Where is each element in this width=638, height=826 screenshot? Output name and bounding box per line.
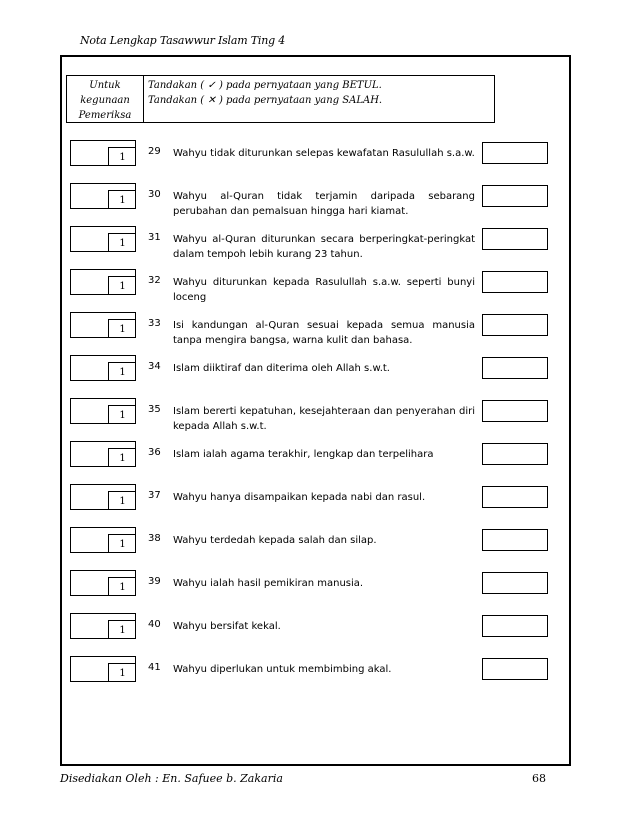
- examiner-mark-box: [70, 441, 136, 467]
- examiner-mark-box: [70, 312, 136, 338]
- examiner-mark-box: [70, 484, 136, 510]
- question-row: [0, 183, 638, 223]
- examiner-mark-box: [70, 656, 136, 682]
- examiner-mark-box: [70, 527, 136, 553]
- examiner-label-line: kegunaan: [80, 95, 130, 106]
- examiner-mark-box: [70, 269, 136, 295]
- question-number: 41: [148, 662, 161, 673]
- mark-value: 1: [108, 620, 136, 639]
- question-text: Wahyu bersifat kekal.: [173, 621, 281, 632]
- question-row: [0, 269, 638, 309]
- answer-box[interactable]: [482, 228, 548, 250]
- question-number: 39: [148, 576, 161, 587]
- question-row: [0, 656, 638, 696]
- mark-value: 1: [108, 190, 136, 209]
- question-text: Wahyu terdedah kepada salah dan silap.: [173, 535, 377, 546]
- question-text: Islam diiktiraf dan diterima oleh Allah s.w.t.: [173, 363, 390, 374]
- question-number: 40: [148, 619, 161, 630]
- instruction-true: Tandakan ( ✓ ) pada pernyataan yang BETUL.: [148, 80, 382, 91]
- examiner-label-line: Untuk: [89, 80, 121, 91]
- question-row: [0, 613, 638, 653]
- examiner-mark-box: [70, 613, 136, 639]
- question-number: 29: [148, 146, 161, 157]
- mark-value: 1: [108, 663, 136, 682]
- question-row: [0, 398, 638, 438]
- question-row: [0, 441, 638, 481]
- question-row: [0, 527, 638, 567]
- instruction-false: Tandakan ( ✕ ) pada pernyataan yang SALAH.: [148, 95, 383, 106]
- question-number: 38: [148, 533, 161, 544]
- footer-author: Disediakan Oleh : En. Safuee b. Zakaria: [60, 772, 283, 785]
- question-text: Wahyu tidak diturunkan selepas kewafatan Rasulullah s.a.w.: [173, 148, 475, 159]
- answer-box[interactable]: [482, 400, 548, 422]
- header-title: Nota Lengkap Tasawwur Islam Ting 4: [80, 34, 286, 47]
- mark-value: 1: [108, 276, 136, 295]
- examiner-mark-box: [70, 226, 136, 252]
- examiner-mark-box: [70, 140, 136, 166]
- mark-value: 1: [108, 233, 136, 252]
- question-row: [0, 140, 638, 180]
- examiner-mark-box: [70, 355, 136, 381]
- answer-box[interactable]: [482, 615, 548, 637]
- answer-box[interactable]: [482, 142, 548, 164]
- answer-box[interactable]: [482, 572, 548, 594]
- mark-value: 1: [108, 319, 136, 338]
- mark-value: 1: [108, 577, 136, 596]
- question-number: 35: [148, 404, 161, 415]
- question-row: [0, 355, 638, 395]
- answer-box[interactable]: [482, 658, 548, 680]
- examiner-label-line: Pemeriksa: [78, 110, 132, 121]
- question-number: 33: [148, 318, 161, 329]
- question-row: [0, 226, 638, 266]
- question-number: 36: [148, 447, 161, 458]
- mark-value: 1: [108, 448, 136, 467]
- question-number: 37: [148, 490, 161, 501]
- question-row: [0, 312, 638, 352]
- mark-value: 1: [108, 405, 136, 424]
- question-row: [0, 484, 638, 524]
- question-number: 30: [148, 189, 161, 200]
- question-number: 34: [148, 361, 161, 372]
- question-text: Islam ialah agama terakhir, lengkap dan terpelihara: [173, 449, 434, 460]
- answer-box[interactable]: [482, 271, 548, 293]
- mark-value: 1: [108, 491, 136, 510]
- instruction-box: [66, 75, 495, 123]
- question-text: Isi kandungan al-Quran sesuai kepada semua manusia tanpa mengira bangsa, warna kulit dan bahasa.: [173, 320, 475, 346]
- answer-box[interactable]: [482, 486, 548, 508]
- answer-box[interactable]: [482, 314, 548, 336]
- question-text: Wahyu al-Quran tidak terjamin daripada sebarang perubahan dan pemalsuan hingga hari kiamat.: [173, 191, 475, 217]
- answer-box[interactable]: [482, 443, 548, 465]
- mark-value: 1: [108, 534, 136, 553]
- question-row: [0, 570, 638, 610]
- answer-box[interactable]: [482, 357, 548, 379]
- examiner-use-label: [67, 76, 144, 122]
- question-text: Wahyu diturunkan kepada Rasulullah s.a.w. seperti bunyi loceng: [173, 277, 475, 303]
- answer-box[interactable]: [482, 185, 548, 207]
- question-text: Wahyu diperlukan untuk membimbing akal.: [173, 664, 392, 675]
- question-text: Wahyu al-Quran diturunkan secara berperingkat-peringkat dalam tempoh lebih kurang 23 tahun.: [173, 234, 475, 260]
- mark-value: 1: [108, 147, 136, 166]
- question-number: 32: [148, 275, 161, 286]
- question-text: Wahyu ialah hasil pemikiran manusia.: [173, 578, 364, 589]
- instruction-text: [144, 76, 382, 122]
- question-number: 31: [148, 232, 161, 243]
- examiner-mark-box: [70, 183, 136, 209]
- mark-value: 1: [108, 362, 136, 381]
- examiner-mark-box: [70, 570, 136, 596]
- question-text: Wahyu hanya disampaikan kepada nabi dan rasul.: [173, 492, 426, 503]
- answer-box[interactable]: [482, 529, 548, 551]
- question-text: Islam bererti kepatuhan, kesejahteraan dan penyerahan diri kepada Allah s.w.t.: [173, 406, 475, 432]
- examiner-mark-box: [70, 398, 136, 424]
- page-number: 68: [532, 772, 546, 785]
